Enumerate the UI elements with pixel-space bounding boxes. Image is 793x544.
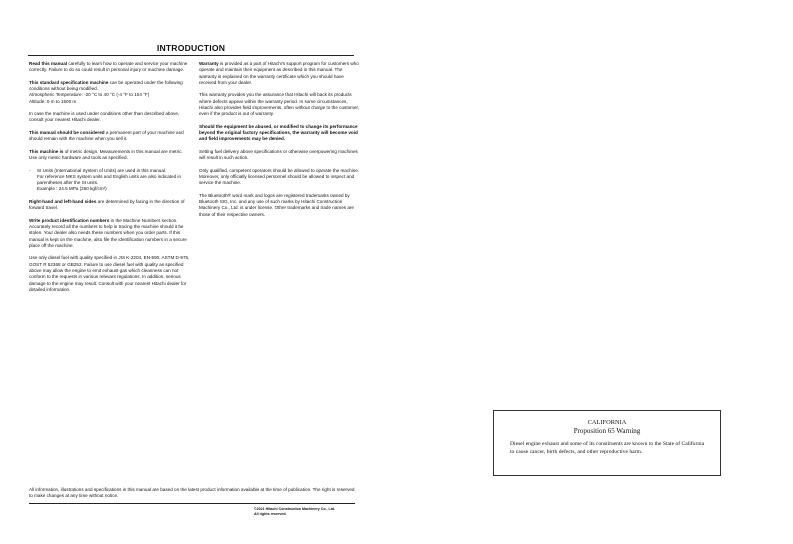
paragraph-text: of metric design. Measurements in this manual are metric. Use only metric hardware and tools as specified.: [29, 148, 183, 161]
paragraph-text: Only qualified, competent operators should be allowed to operate the machine. Moreover, only officially licensed personnel should be allowed to inspect and service the machine.: [199, 167, 360, 186]
paragraph: [199, 193, 360, 218]
paragraph-lead: This machine is: [29, 148, 64, 154]
paragraph-lead: Write product identification numbers: [29, 217, 110, 223]
paragraph-lead: This standard specification machine: [29, 79, 109, 85]
paragraph-lead: Read this manual: [29, 61, 68, 66]
paragraph: [29, 111, 190, 124]
paragraph: [199, 149, 360, 162]
paragraph-lead: Should the equipment be abused, or modified to change its performance beyond the original factory specifications, the warranty will become void and field improvements may be denied.: [199, 123, 358, 142]
paragraph: [29, 61, 190, 74]
paragraph-lead: Warranty: [199, 61, 219, 66]
proposition-65-heading: Proposition 65 Warning: [573, 427, 641, 435]
paragraph: [29, 218, 190, 249]
left-column: [29, 61, 190, 299]
title-divider: [28, 55, 354, 56]
paragraph-text: The Bluetooth® word mark and logos are registered trademarks owned by Bluetooth SIG, Inc. and any use of such marks by Hitachi Construction Machinery Co., Ltd. is under license. Other trademarks and trade names are those of their respective owners.: [199, 192, 354, 217]
footer-divider: [29, 503, 355, 504]
footer-note: All information, illustrations and specifications in this manual are based on the latest product information available at the time of publication. The right is reserved to make changes at any time without notice.: [29, 487, 355, 499]
proposition-65-text: Diesel engine exhaust and some of its constituents are known to the State of California to cause cancer, birth defects, and other reproductive harm.: [510, 441, 705, 455]
paragraph-text: are determined by facing in the direction of forward travel.: [29, 198, 185, 211]
paragraph: [29, 255, 190, 293]
paragraph: [199, 61, 360, 86]
paragraph-text: carefully to learn how to operate and service your machine correctly. Failure to do so could result in personal injury or machine damage.: [29, 61, 188, 73]
paragraph-text: SI Units (International System of Units) are used in this manual.: [37, 167, 167, 173]
paragraph-text: a permanent part of your machine and should remain with the machine when you sell it.: [29, 129, 184, 142]
bullet-mark: -: [29, 167, 31, 173]
paragraph: [199, 92, 360, 117]
paragraph-text: can be operated under the following conditions without being modified.: [29, 79, 183, 92]
paragraph-lead: Right-hand and left-hand sides: [29, 198, 97, 204]
right-column: [199, 61, 360, 224]
paragraph: [29, 80, 190, 105]
paragraph: [29, 168, 190, 193]
copyright-line: All rights reserved.: [254, 511, 287, 516]
paragraph-text: is provided as a part of Hitachi's support program for customers who operate and maintain their equipment as described in this manual. The warranty is explained on the warranty certificate which you should have received from your dealer.: [199, 61, 359, 85]
california-heading: CALIFORNIA: [587, 419, 627, 426]
paragraph-line: Atmospheric Temperature: -20 °C to 40 °C (-4 °F to 104 °F): [29, 92, 150, 98]
copyright-line: ©2021 Hitachi Construction Machinery Co., Ltd.: [254, 507, 336, 511]
copyright-notice: [254, 507, 354, 517]
california-warning-box: [493, 410, 721, 476]
paragraph-text: Setting fuel delivery above specifications or otherwise overpowering machines will result in such action.: [199, 148, 358, 161]
paragraph: [199, 168, 360, 187]
paragraph: [29, 130, 190, 143]
paragraph-lead: This manual should be considered: [29, 129, 105, 135]
paragraph-text: in the Machine Numbers section. Accurately record all the numbers to help in tracing the machine should it be stolen. Your dealer also needs these numbers when you order parts. If this manual is kept on the machine, also file the identification numbers in a secure place off the machine.: [29, 217, 187, 248]
paragraph-text: Use only diesel fuel with quality specified in JIS K-2204, EN-590, ASTM D-975, GOST R 52368 or GB252. Failure to use diesel fuel with quality as specified above may allow the engine to emit exhaust gas which cleanness can not conform to the requests in various relevant regulations. In addition, serious damage to the engine may result. Consult with your nearest Hitachi dealer for detailed information.: [29, 255, 190, 292]
paragraph: [199, 124, 360, 143]
paragraph-line: Altitude: 0 m to 1500 m: [29, 98, 77, 104]
paragraph-line: Example : 24.5 MPa (250 kgf/cm²): [37, 186, 107, 192]
paragraph: [29, 199, 190, 212]
paragraph-text: This warranty provides you the assurance that Hitachi will back its products where defects appear within the warranty period. In some circumstances, Hitachi also provides field improvements, often without charge to the customer, even if the product is out of warranty.: [199, 92, 360, 117]
paragraph-text: In case the machine is used under conditions other than described above, consult your nearest Hitachi dealer.: [29, 111, 180, 123]
page-title: INTRODUCTION: [156, 43, 226, 53]
paragraph-line: For reference MKS system units and English units are also indicated in parentheses after the SI units.: [37, 173, 182, 186]
paragraph: [29, 149, 190, 162]
